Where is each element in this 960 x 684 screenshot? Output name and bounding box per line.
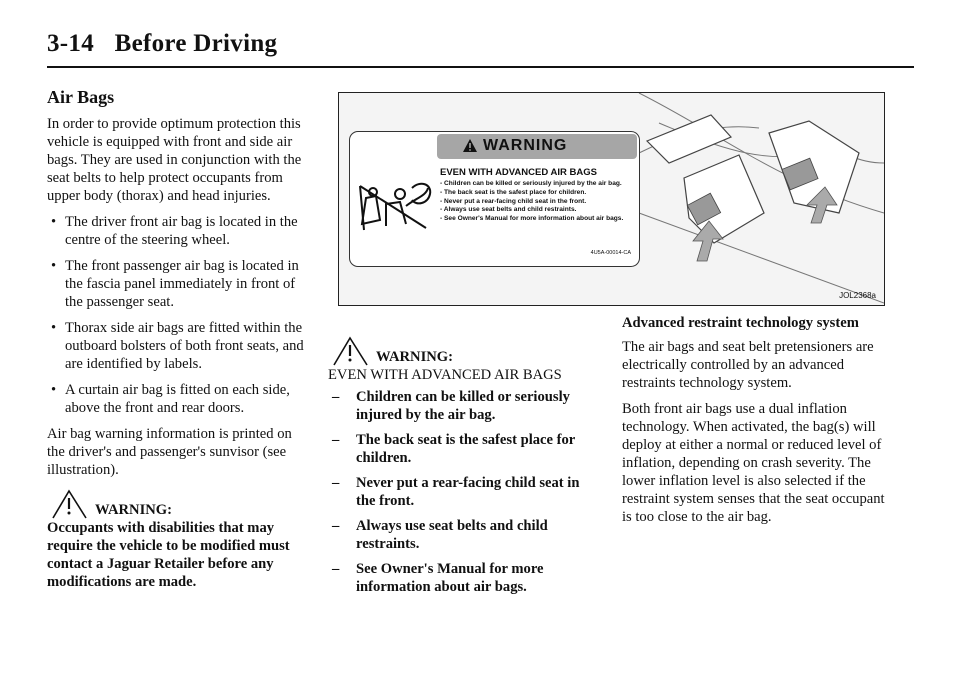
- list-item: - Children can be killed or seriously injured by the air bag.: [440, 180, 622, 187]
- list-item: – Always use seat belts and child restraints.: [332, 518, 548, 552]
- column-middle: [328, 336, 593, 603]
- column-right: [622, 314, 887, 534]
- list-item: • Thorax side air bags are fitted within the outboard bolsters of both front seats, and are identified by labels.: [51, 320, 304, 372]
- page-number: 3-14: [47, 30, 95, 57]
- sunvisor-info-paragraph: Air bag warning information is printed on the driver's and passenger's sunvisor (see illustration).: [47, 426, 292, 478]
- warning-triangle-icon: [462, 138, 478, 153]
- warning-list: [328, 388, 593, 596]
- chapter-title: Before Driving: [114, 30, 278, 57]
- dash-icon: –: [332, 561, 340, 577]
- header-rule: [47, 66, 914, 68]
- column-left: [47, 88, 312, 599]
- list-item: • The front passenger air bag is located in the fascia panel immediately in front of the passenger seat.: [51, 258, 299, 310]
- list-item: - The back seat is the safest place for children.: [440, 188, 587, 196]
- sunvisor-illustration: [338, 92, 885, 306]
- warning-heading: [328, 336, 593, 366]
- list-item: • A curtain air bag is fitted on each side, above the front and rear doors.: [51, 382, 290, 416]
- airbag-warning-label: [349, 131, 640, 267]
- warning-triangle-icon: [330, 336, 372, 366]
- section-subheading: Advanced restraint technology system: [622, 315, 859, 331]
- bullet-icon: •: [51, 320, 57, 336]
- list-item: – The back seat is the safest place for children.: [332, 432, 576, 466]
- section-heading: Air Bags: [47, 87, 115, 107]
- dash-icon: –: [332, 432, 340, 448]
- list-item: - Never put a rear-facing child seat in the front.: [440, 197, 587, 205]
- dash-icon: –: [332, 475, 340, 491]
- warning-triangle-icon: [49, 489, 91, 519]
- bullet-icon: •: [51, 382, 57, 398]
- figure-code: JOL2368a: [839, 291, 876, 300]
- list-item: - Always use seat belts and child restraints.: [440, 206, 577, 214]
- bullet-icon: •: [51, 214, 57, 230]
- intro-paragraph: In order to provide optimum protection this vehicle is equipped with front and side air bags. They are used in conjunction with the seat belts to help protect occupants from upper body (thorax) and head injuries.: [47, 116, 302, 204]
- list-item: – Children can be killed or seriously injured by the air bag.: [332, 389, 570, 423]
- warning-text: Occupants with disabilities that may require the vehicle to be modified must contact a Jaguar Retailer before any modifications are made.: [47, 520, 290, 590]
- warning-label: WARNING:: [95, 502, 173, 518]
- list-item: – See Owner's Manual for more information about air bags.: [332, 561, 544, 595]
- dash-icon: –: [332, 389, 340, 405]
- page-header: [47, 30, 277, 58]
- warning-label: WARNING:: [376, 349, 454, 365]
- label-part-number: 4U5A-00014-CA: [590, 250, 631, 256]
- paragraph: Both front air bags use a dual inflation technology. When activated, the bag(s) will deploy at either a normal or reduced level of inflation, depending on crash severity. The lower inflation level is also selected if the restraint system senses that the seat occupant is too close to the air bag.: [622, 401, 885, 525]
- bullet-icon: •: [51, 258, 57, 274]
- warning-subtitle: EVEN WITH ADVANCED AIR BAGS: [328, 367, 562, 383]
- paragraph: The air bags and seat belt pretensioners are electrically controlled by an advanced restraints technology system.: [622, 339, 874, 391]
- list-item: – Never put a rear-facing child seat in the front.: [332, 475, 580, 509]
- warning-heading: [47, 489, 312, 519]
- dash-icon: –: [332, 518, 340, 534]
- label-lines: [440, 180, 638, 224]
- airbag-location-list: [47, 213, 312, 417]
- list-item: • The driver front air bag is located in the centre of the steering wheel.: [51, 214, 298, 248]
- label-title: EVEN WITH ADVANCED AIR BAGS: [440, 167, 597, 178]
- child-seat-airbag-pictogram: [356, 180, 434, 232]
- warning-banner: WARNING: [437, 134, 637, 159]
- list-item: - See Owner's Manual for more information about air bags.: [440, 215, 624, 223]
